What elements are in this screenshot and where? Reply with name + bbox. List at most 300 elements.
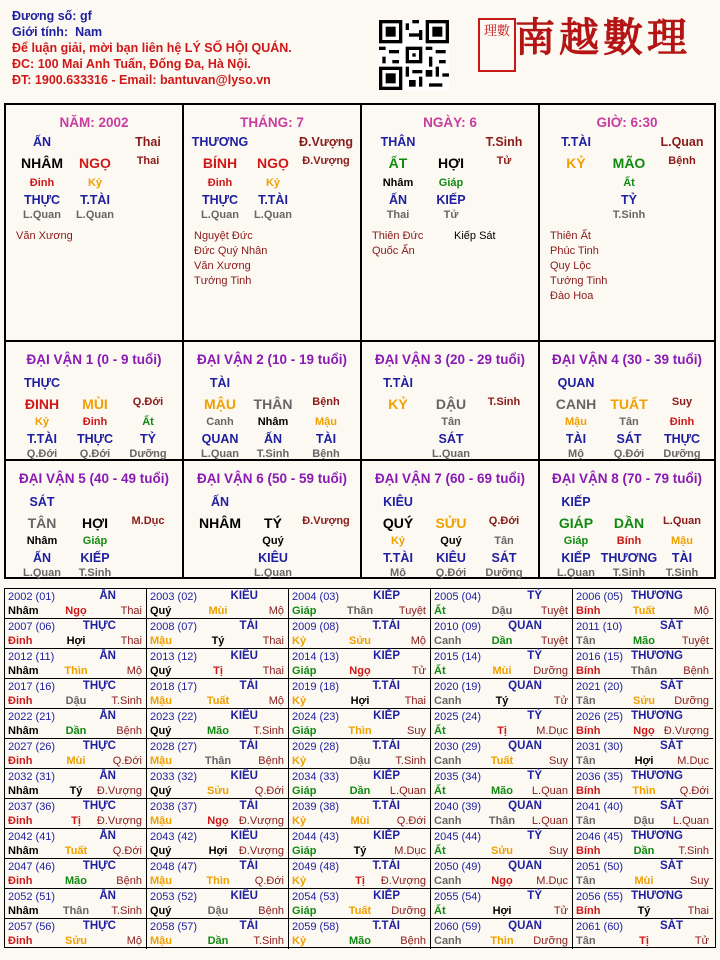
owner-name-line: Đương số: gf	[12, 9, 92, 23]
year-cell	[573, 859, 713, 889]
year-cell	[289, 889, 431, 919]
year-phase: L.Quan	[672, 815, 709, 827]
dai-van-cell	[184, 342, 362, 461]
year-ten-god: KIẾP	[373, 650, 400, 662]
year-label: 2006 (05)	[576, 591, 624, 603]
dai-van-hidden: Quý	[440, 535, 462, 547]
dai-van-hidden: Dưỡng	[485, 567, 523, 579]
year-branch: Tuất	[64, 845, 88, 857]
year-stem: Nhâm	[8, 785, 39, 797]
dai-van-hidden: Kỷ	[390, 535, 406, 547]
dai-van-hidden: Kỷ	[34, 416, 50, 428]
year-branch: Thìn	[206, 875, 230, 887]
year-phase: Mộ	[268, 605, 284, 617]
year-branch: Sửu	[64, 935, 88, 947]
year-stem: Đinh	[8, 935, 33, 947]
year-ten-god: ẤN	[99, 710, 116, 722]
year-branch: Ngọ	[349, 665, 371, 677]
year-phase: L.Quan	[531, 785, 568, 797]
dai-van-stem: MẬU	[204, 396, 236, 412]
dai-van-hidden: TÀI	[315, 432, 337, 446]
year-phase: Q.Đới	[112, 845, 142, 857]
year-cell	[431, 859, 573, 889]
year-phase: Đ.Vượng	[380, 875, 426, 887]
year-cell	[147, 859, 289, 889]
dai-van-hidden: SÁT	[491, 551, 517, 565]
pillar-value: KIẾP	[436, 193, 466, 207]
year-phase: M.Dục	[394, 845, 426, 857]
year-label: 2019 (18)	[292, 681, 340, 693]
year-label: 2016 (15)	[576, 651, 624, 663]
year-branch: Thân	[488, 815, 516, 827]
year-phase: Tuyệt	[540, 635, 568, 647]
year-cell	[289, 739, 431, 769]
year-ten-god: TÀI	[239, 620, 258, 632]
year-cell	[289, 919, 431, 949]
pillar-row	[540, 177, 714, 193]
dai-van-hidden: Dưỡng	[129, 448, 167, 460]
year-ten-god: T.TÀI	[372, 860, 400, 872]
pillar-cell	[184, 105, 362, 342]
year-label: 2053 (52)	[150, 891, 198, 903]
year-branch: Thìn	[490, 935, 514, 947]
year-cell	[431, 769, 573, 799]
dai-van-phase: Q.Đới	[488, 515, 520, 527]
dai-van-hidden: T.Sinh	[256, 448, 290, 460]
year-ten-god: TÀI	[239, 680, 258, 692]
pillar-value: L.Quan	[254, 209, 292, 221]
year-phase: Tử	[553, 695, 568, 707]
year-ten-god: SÁT	[660, 620, 683, 632]
year-stem: Canh	[434, 935, 462, 947]
year-label: 2045 (44)	[434, 831, 482, 843]
year-branch: Ngọ	[491, 875, 513, 887]
year-stem: Tân	[576, 755, 596, 767]
year-cell	[5, 859, 147, 889]
year-label: 2035 (34)	[434, 771, 482, 783]
year-cell	[147, 769, 289, 799]
year-phase: Dưỡng	[674, 695, 709, 707]
year-ten-god: KIÊU	[230, 890, 258, 902]
dai-van-hidden: KIÊU	[258, 551, 288, 565]
year-label: 2002 (01)	[8, 591, 56, 603]
year-ten-god: KIÊU	[230, 830, 258, 842]
year-phase: T.Sinh	[253, 935, 284, 947]
shen-sha-item: Thiên Đức	[372, 230, 424, 242]
year-cell	[431, 829, 573, 859]
year-stem: Giáp	[292, 905, 317, 917]
dai-van-hidden: Giáp	[82, 535, 108, 547]
year-ten-god: KIẾP	[373, 710, 400, 722]
dai-van-hidden-row	[6, 567, 182, 583]
year-branch: Mão	[65, 875, 87, 887]
dai-van-god: KIÊU	[383, 495, 413, 509]
dai-van-hidden: TÀI	[671, 551, 693, 565]
year-ten-god: QUAN	[508, 680, 542, 692]
pillar-value: Đ.Vượng	[302, 155, 350, 167]
year-ten-god: THƯƠNG	[631, 770, 683, 782]
year-stem: Kỷ	[292, 695, 307, 707]
year-ten-god: THỰC	[82, 860, 116, 872]
dai-van-hidden: KIẾP	[80, 551, 110, 565]
year-branch: Tý	[353, 845, 367, 857]
pillar-row	[362, 155, 538, 171]
pillar-value: Kỷ	[265, 177, 281, 189]
dai-van-hidden-row	[6, 432, 182, 448]
year-phase: Suy	[549, 755, 568, 767]
year-branch: Ngọ	[65, 605, 87, 617]
year-label: 2043 (42)	[150, 831, 198, 843]
dai-van-stem: CANH	[555, 396, 597, 412]
year-cell	[147, 619, 289, 649]
year-label: 2028 (27)	[150, 741, 198, 753]
dai-van-god-row	[362, 495, 538, 511]
year-branch: Thân	[62, 905, 90, 917]
year-label: 2010 (09)	[434, 621, 482, 633]
shen-sha-item: Văn Xương	[16, 230, 73, 242]
year-ten-god: T.TÀI	[372, 740, 400, 752]
year-phase: T.Sinh	[111, 905, 142, 917]
year-ten-god: THỰC	[82, 800, 116, 812]
pillar-value: ẤN	[388, 193, 408, 207]
year-stem: Ất	[434, 665, 446, 677]
dai-van-hidden: Mậu	[671, 535, 693, 547]
dai-van-hidden: Mậu	[565, 416, 587, 428]
dai-van-god-row	[540, 376, 714, 392]
year-branch: Tuất	[632, 605, 656, 617]
dai-van-pillar-row	[6, 396, 182, 412]
dai-van-god: TÀI	[209, 376, 231, 390]
pillar-value: Tử	[443, 209, 459, 221]
year-cell	[431, 889, 573, 919]
year-label: 2047 (46)	[8, 861, 56, 873]
year-ten-god: T.TÀI	[372, 920, 400, 932]
pillar-value: L.Quan	[23, 209, 61, 221]
year-branch: Thìn	[348, 725, 372, 737]
pillar-cell	[362, 105, 540, 342]
dai-van-god: T.TÀI	[383, 376, 413, 390]
year-branch: Dần	[491, 635, 513, 647]
year-cell	[5, 589, 147, 619]
year-stem: Canh	[434, 635, 462, 647]
shen-sha-item: Kiếp Sát	[454, 230, 496, 242]
pillar-row	[184, 193, 360, 209]
year-label: 2048 (47)	[150, 861, 198, 873]
pillar-row	[184, 155, 360, 171]
year-label: 2023 (22)	[150, 711, 198, 723]
phone-email-line[interactable]: ĐT: 1900.633316 - Email: bantuvan@lyso.vn	[12, 73, 271, 87]
year-cell	[431, 619, 573, 649]
year-stem: Mậu	[150, 755, 172, 767]
dai-van-hidden-row	[6, 551, 182, 567]
year-cell	[573, 619, 713, 649]
pillar-cell	[6, 105, 184, 342]
year-label: 2046 (45)	[576, 831, 624, 843]
shen-sha-item: Thiên Ất	[550, 230, 591, 242]
year-cell	[147, 709, 289, 739]
year-stem: Mậu	[150, 875, 172, 887]
shen-sha-item: Đức Quý Nhân	[194, 245, 268, 257]
year-stem: Giáp	[292, 785, 317, 797]
year-label: 2020 (19)	[434, 681, 482, 693]
year-stem: Canh	[434, 755, 462, 767]
year-ten-god: THỰC	[82, 920, 116, 932]
pillar-row	[540, 155, 714, 171]
year-ten-god: TÀI	[239, 800, 258, 812]
year-branch: Dần	[65, 725, 87, 737]
pillar-value: NGỌ	[79, 155, 111, 171]
dai-van-hidden: Q.Đới	[435, 567, 467, 579]
year-label: 2054 (53)	[292, 891, 340, 903]
year-cell	[147, 589, 289, 619]
year-ten-god: THỰC	[82, 740, 116, 752]
dai-van-cell	[540, 342, 714, 461]
year-stem: Bính	[576, 725, 601, 737]
year-branch: Tý	[495, 695, 509, 707]
year-stem: Kỷ	[292, 875, 307, 887]
year-cell	[573, 649, 713, 679]
year-branch: Hợi	[208, 845, 228, 857]
year-label: 2009 (08)	[292, 621, 340, 633]
year-label: 2034 (33)	[292, 771, 340, 783]
year-ten-god: KIÊU	[230, 650, 258, 662]
year-phase: Thai	[404, 695, 426, 707]
pillar-row	[6, 193, 182, 209]
dai-van-hidden: Đinh	[669, 416, 695, 428]
shen-sha-item: Văn Xương	[194, 260, 251, 272]
dai-van-title: ĐẠI VẬN 2 (10 - 19 tuổi)	[196, 352, 348, 367]
year-phase: Mộ	[126, 665, 142, 677]
year-stem: Quý	[150, 665, 172, 677]
year-stem: Mậu	[150, 815, 172, 827]
pillar-row	[362, 135, 538, 151]
pillar-value: T.Sinh	[485, 135, 523, 149]
pillar-value: KỶ	[566, 155, 586, 171]
pillar-value: Bệnh	[668, 155, 696, 167]
year-phase: Dưỡng	[391, 905, 426, 917]
year-cell	[147, 889, 289, 919]
pillar-cell	[540, 105, 714, 342]
year-branch: Tị	[355, 875, 365, 887]
year-branch: Ngọ	[633, 725, 655, 737]
dai-van-god-row	[6, 376, 182, 392]
dai-van-pillar-row	[184, 515, 360, 531]
year-ten-god: ẤN	[99, 890, 116, 902]
year-phase: Bệnh	[683, 665, 709, 677]
pillar-value: NGỌ	[257, 155, 289, 171]
pillar-value: Đ.Vượng	[298, 135, 354, 149]
shen-sha-item: Nguyệt Đức	[194, 230, 253, 242]
dai-van-god-row	[6, 495, 182, 511]
dai-van-god-row	[362, 376, 538, 392]
dai-van-title: ĐẠI VẬN 3 (20 - 29 tuổi)	[374, 352, 526, 367]
dai-van-hidden: Canh	[206, 416, 234, 428]
year-ten-god: TỶ	[527, 770, 542, 782]
qr-code-icon[interactable]	[379, 20, 449, 90]
year-label: 2042 (41)	[8, 831, 56, 843]
year-stem: Giáp	[292, 845, 317, 857]
pillar-value: THƯƠNG	[191, 135, 249, 149]
pillar-row	[540, 135, 714, 151]
dai-van-pillar-row	[540, 515, 714, 531]
pillar-row	[6, 135, 182, 151]
year-ten-god: TỶ	[527, 590, 542, 602]
pillar-title: NĂM: 2002	[59, 115, 129, 130]
dai-van-hidden: T.Sinh	[78, 567, 112, 579]
dai-van-stem: KỶ	[388, 396, 408, 412]
year-stem: Ất	[434, 605, 446, 617]
year-cell	[5, 679, 147, 709]
dai-van-hidden: Mộ	[390, 567, 406, 579]
year-ten-god: KIÊU	[230, 770, 258, 782]
dai-van-pillar-row	[362, 515, 538, 531]
year-branch: Tý	[211, 635, 225, 647]
year-cell	[5, 889, 147, 919]
year-ten-god: ẤN	[99, 770, 116, 782]
gender-line: Giới tính: Nam	[12, 25, 103, 39]
year-stem: Mậu	[150, 695, 172, 707]
dai-van-hidden-row	[362, 416, 538, 432]
year-ten-god: QUAN	[508, 800, 542, 812]
dai-van-branch: MÙI	[82, 396, 108, 412]
year-branch: Mùi	[634, 875, 654, 887]
year-phase: Dưỡng	[533, 665, 568, 677]
year-branch: Tý	[69, 785, 83, 797]
year-label: 2050 (49)	[434, 861, 482, 873]
shen-sha-item: Phúc Tinh	[550, 245, 599, 257]
dai-van-hidden: T.Sinh	[665, 567, 699, 579]
year-branch: Tị	[639, 935, 649, 947]
year-phase: Mộ	[268, 695, 284, 707]
seal-stamp: 理數	[478, 18, 516, 72]
year-label: 2030 (29)	[434, 741, 482, 753]
year-stem: Tân	[576, 815, 596, 827]
year-stem: Giáp	[292, 605, 317, 617]
dai-van-hidden: THỰC	[76, 432, 114, 446]
year-branch: Tý	[637, 905, 651, 917]
shen-sha-list	[454, 229, 496, 244]
dai-van-hidden-row	[540, 535, 714, 551]
dai-van-hidden: SÁT	[438, 432, 464, 446]
year-phase: Mộ	[410, 635, 426, 647]
year-label: 2012 (11)	[8, 651, 55, 663]
year-ten-god: T.TÀI	[372, 620, 400, 632]
pillar-value: Giáp	[438, 177, 464, 189]
dai-van-hidden: Bính	[616, 535, 642, 547]
year-cell	[147, 829, 289, 859]
dai-van-hidden-row	[184, 416, 360, 432]
year-cell	[147, 679, 289, 709]
year-stem: Tân	[576, 875, 596, 887]
dai-van-branch: SỬU	[435, 515, 467, 531]
dai-van-branch: TUẤT	[610, 396, 648, 412]
year-cell	[573, 919, 713, 949]
pillar-value: Đinh	[207, 177, 233, 189]
dai-van-hidden: T.TÀI	[27, 432, 57, 446]
year-branch: Thân	[204, 755, 232, 767]
year-cell	[5, 619, 147, 649]
year-phase: M.Dục	[536, 725, 568, 737]
pillar-value: NHÂM	[21, 155, 63, 171]
year-phase: T.Sinh	[111, 695, 142, 707]
year-branch: Hợi	[66, 635, 86, 647]
dai-van-stem: GIÁP	[558, 515, 594, 531]
dai-van-cell	[540, 461, 714, 577]
year-label: 2031 (30)	[576, 741, 624, 753]
year-label: 2058 (57)	[150, 921, 198, 933]
year-branch: Sửu	[348, 635, 372, 647]
year-phase: Tuyệt	[681, 635, 709, 647]
year-ten-god: THƯƠNG	[631, 710, 683, 722]
year-phase: Bệnh	[400, 935, 426, 947]
year-stem: Quý	[150, 605, 172, 617]
year-ten-god: T.TÀI	[372, 800, 400, 812]
pillar-title: NGÀY: 6	[423, 115, 477, 130]
year-phase: Q.Đới	[254, 875, 284, 887]
year-branch: Sửu	[632, 695, 656, 707]
year-branch: Tị	[497, 725, 507, 737]
year-branch: Dậu	[65, 695, 87, 707]
pillar-value: BÍNH	[202, 155, 238, 171]
dai-van-stem: NHÂM	[199, 515, 241, 531]
dai-van-hidden: Mộ	[568, 448, 584, 460]
year-cell	[289, 859, 431, 889]
dai-van-cell	[6, 342, 184, 461]
dai-van-hidden-row	[362, 567, 538, 583]
year-stem: Canh	[434, 815, 462, 827]
year-cell	[147, 649, 289, 679]
dai-van-god: THỰC	[23, 376, 61, 390]
dai-van-hidden: Đinh	[82, 416, 108, 428]
year-branch: Dậu	[633, 815, 655, 827]
dai-van-hidden: Giáp	[563, 535, 589, 547]
pillar-value: Thai	[135, 135, 161, 149]
dai-van-hidden: ẤN	[32, 551, 52, 565]
year-phase: Tử	[553, 905, 568, 917]
year-phase: Đ.Vượng	[238, 845, 284, 857]
dai-van-hidden: T.Sinh	[612, 567, 646, 579]
year-branch: Tị	[71, 815, 81, 827]
year-label: 2003 (02)	[150, 591, 198, 603]
dai-van-god-row	[184, 495, 360, 511]
year-phase: Dưỡng	[533, 935, 568, 947]
year-label: 2051 (50)	[576, 861, 624, 873]
dai-van-cell	[184, 461, 362, 577]
dai-van-hidden: T.TÀI	[383, 551, 413, 565]
pillar-row	[540, 193, 714, 209]
dai-van-hidden: Tân	[619, 416, 639, 428]
pillar-value: L.Quan	[201, 209, 239, 221]
year-cell	[5, 829, 147, 859]
year-phase: Tuyệt	[540, 605, 568, 617]
year-label: 2027 (26)	[8, 741, 56, 753]
year-cell	[289, 829, 431, 859]
year-branch: Hợi	[350, 695, 370, 707]
pillar-value: T.Sinh	[612, 209, 646, 221]
dai-van-god: SÁT	[29, 495, 55, 509]
year-cell	[431, 649, 573, 679]
dai-van-cell	[362, 461, 540, 577]
year-branch: Tuất	[490, 755, 514, 767]
year-label: 2015 (14)	[434, 651, 482, 663]
year-stem: Nhâm	[8, 605, 39, 617]
dai-van-hidden: Tân	[441, 416, 461, 428]
year-cell	[573, 829, 713, 859]
pillar-value: Thai	[136, 155, 160, 167]
year-label: 2004 (03)	[292, 591, 340, 603]
year-phase: Đ.Vượng	[96, 785, 142, 797]
year-label: 2037 (36)	[8, 801, 56, 813]
